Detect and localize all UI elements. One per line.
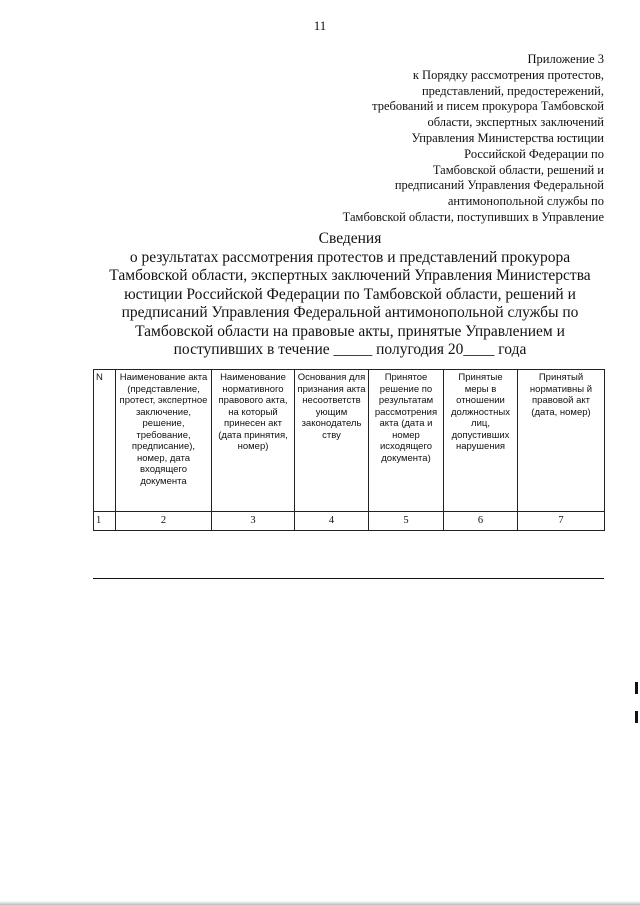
appendix-line: Приложение 3 (527, 52, 604, 66)
heading-line: юстиции Российской Федерации по Тамбовской области, решений и (124, 285, 576, 303)
heading-line: предписаний Управления Федеральной антимонопольной службы по (121, 304, 579, 321)
heading-title: Сведения (318, 230, 382, 247)
appendix-line: представлений, предостережений, (421, 83, 604, 98)
appendix-line: требований и писем прокурора Тамбовской (372, 99, 604, 114)
document-heading (0, 230, 640, 360)
page-number: 11 (313, 18, 327, 33)
heading-line: Тамбовской области на правовые акты, принятые Управлением и (135, 322, 565, 340)
heading-line: поступивших в течение _____ полугодия 20____ года (173, 341, 527, 358)
header-cell-measures: Принятые меры в отношении должностных лиц, допустивших нарушения (444, 370, 518, 512)
heading-line: Тамбовской области, экспертных заключений Управления Министерства (109, 267, 591, 284)
scan-edge-shadow (0, 901, 640, 905)
table-row (94, 512, 605, 531)
appendix-line: Тамбовской области, поступивших в Управление (342, 209, 604, 224)
appendix-line: Тамбовской области, решений и (432, 162, 604, 177)
report-table (93, 369, 605, 531)
column-number-cell: 2 (116, 512, 212, 531)
column-number-cell: 7 (518, 512, 605, 531)
column-number-cell: 1 (94, 512, 116, 531)
header-cell-adopted-act: Принятый нормативны й правовой акт (дата, номер) (518, 370, 605, 512)
scan-artifact-mark (635, 711, 638, 723)
table-header-row (94, 370, 605, 512)
heading-line: о результатах рассмотрения протестов и представлений прокурора (129, 248, 571, 266)
appendix-line: антимонопольной службы по (447, 194, 604, 209)
column-number-cell: 5 (369, 512, 444, 531)
header-cell-legal-act: Наименование нормативного правового акта, на который принесен акт (дата принятия, номер) (212, 370, 295, 512)
header-cell-number: N (94, 370, 116, 512)
appendix-line: Управления Министерства юстиции (411, 130, 604, 145)
header-cell-decision: Принятое решение по результатам рассмотрения акта (дата и номер исходящего документа) (369, 370, 444, 512)
scan-artifact-mark (635, 682, 638, 694)
header-cell-act-name: Наименование акта (представление, протест, экспертное заключение, решение, требование, предписание), номер, дата входящего документа (116, 370, 212, 512)
separator-line (93, 578, 604, 579)
header-cell-grounds: Основания для признания акта несоответств ующим законодатель ству (295, 370, 369, 512)
appendix-line: к Порядку рассмотрения протестов, (412, 67, 604, 82)
appendix-line: области, экспертных заключений (427, 115, 604, 130)
appendix-note (274, 52, 604, 226)
appendix-line: Российской Федерации по (464, 146, 604, 161)
appendix-line: предписаний Управления Федеральной (394, 178, 604, 193)
column-number-cell: 4 (295, 512, 369, 531)
column-number-cell: 6 (444, 512, 518, 531)
column-number-cell: 3 (212, 512, 295, 531)
